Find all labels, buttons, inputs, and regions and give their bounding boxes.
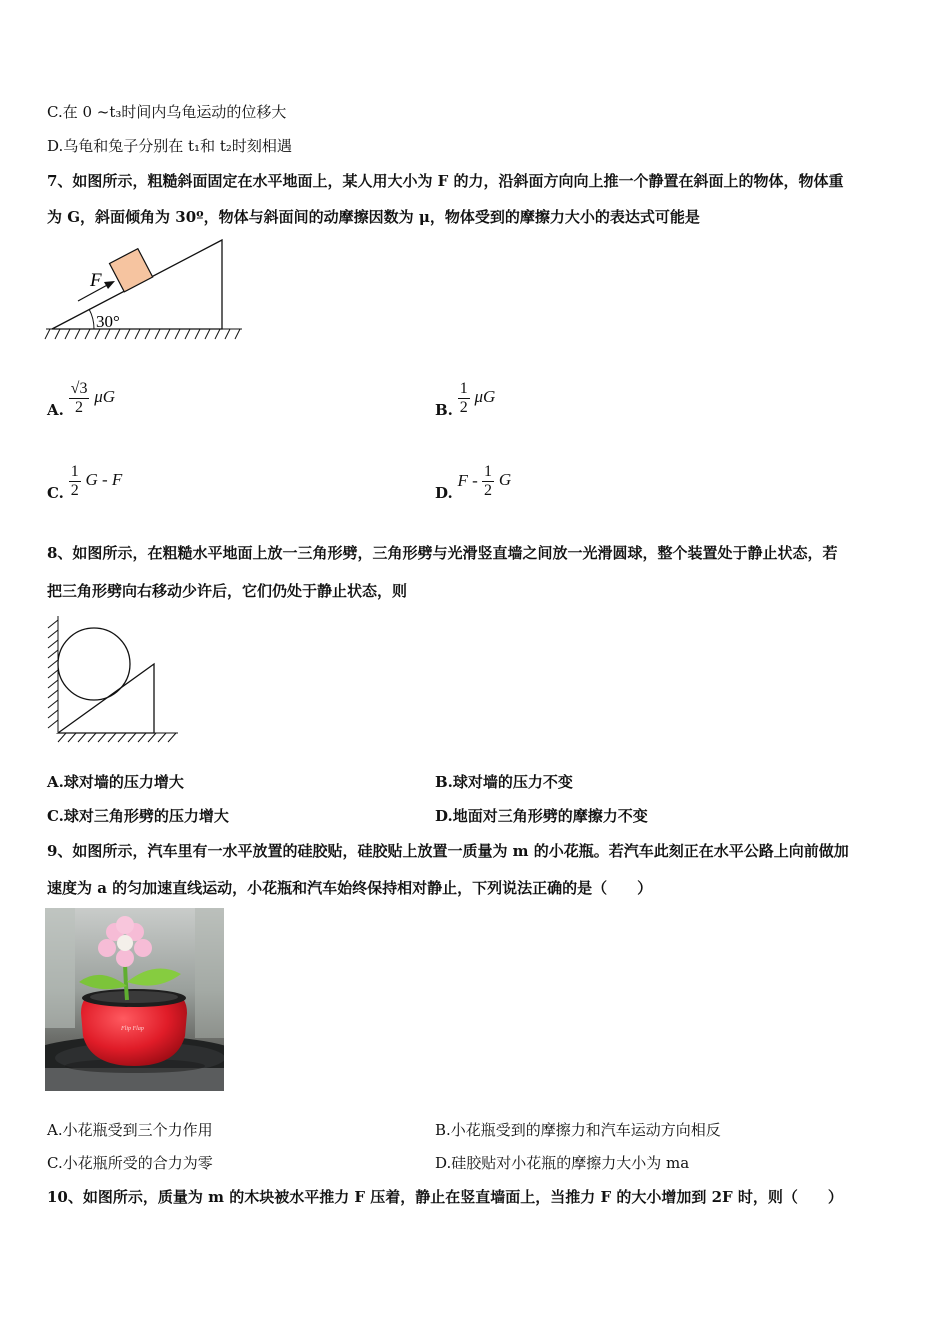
force-label: F — [90, 270, 102, 291]
q9-stem-line1: 9、如图所示，汽车里有一水平放置的硅胶贴，硅胶贴上放置一质量为 m 的小花瓶。若汽车此刻正在水平公路上向前做加 — [47, 842, 849, 860]
ball — [58, 628, 130, 700]
q7-option-b[interactable] — [435, 375, 495, 421]
force-arrowhead — [104, 281, 115, 289]
q9-flower-pot-photo — [45, 908, 224, 1091]
prev-option-d: D.乌龟和兔子分别在 t₁和 t₂时刻相遇 — [47, 137, 292, 155]
denominator: 2 — [70, 481, 79, 499]
q7-option-a-fraction — [69, 380, 90, 417]
numerator: 1 — [484, 462, 493, 480]
flower-pot — [81, 989, 187, 1066]
sqrt3-numerator: √3 — [70, 379, 88, 397]
q7-option-c[interactable] — [47, 458, 122, 504]
q9-option-b[interactable]: B.小花瓶受到的摩擦力和汽车运动方向相反 — [435, 1121, 721, 1139]
angle-arc — [89, 309, 94, 329]
q8-option-b[interactable]: B.球对墙的压力不变 — [435, 773, 573, 791]
q9-option-c[interactable]: C.小花瓶所受的合力为零 — [47, 1154, 213, 1172]
q7-option-a[interactable] — [47, 375, 115, 421]
q7-stem-line2: 为 G，斜面倾角为 30º，物体与斜面间的动摩擦因数为 μ，物体受到的摩擦力大小的表达式可能是 — [47, 208, 700, 226]
wall-hatching — [48, 616, 58, 732]
q9-option-a[interactable]: A.小花瓶受到三个力作用 — [47, 1121, 213, 1139]
q7-option-d-label: D. — [435, 484, 453, 502]
denominator: 2 — [75, 398, 84, 416]
q7-option-a-label: A. — [47, 401, 64, 419]
prev-option-c: C.在 0 ~t₃时间内乌龟运动的位移大 — [47, 103, 287, 121]
g-minus-f-term: G - F — [85, 470, 123, 489]
q8-stem-line2: 把三角形劈向右移动少许后，它们仍处于静止状态，则 — [47, 582, 408, 600]
block — [109, 249, 152, 292]
q8-stem-line1: 8、如图所示，在粗糙水平地面上放一三角形劈，三角形劈与光滑竖直墙之间放一光滑圆球，整个装置处于静止状态，若 — [47, 544, 838, 562]
mu-g-term: μG — [94, 387, 116, 406]
q7-option-c-fraction — [69, 463, 81, 500]
mu-g-term: μG — [474, 387, 496, 406]
angle-label: 30° — [96, 312, 120, 331]
q8-wedge-ball-figure — [44, 612, 184, 747]
q8-option-c[interactable]: C.球对三角形劈的压力增大 — [47, 807, 229, 825]
q7-option-b-label: B. — [435, 401, 453, 419]
numerator: 1 — [459, 379, 468, 397]
denominator: 2 — [459, 398, 468, 416]
q7-stem-line1: 7、如图所示，粗糙斜面固定在水平地面上，某人用大小为 F 的力，沿斜面方向向上推一个静置在斜面上的物体，物体重 — [47, 172, 844, 190]
q9-stem-line2: 速度为 a 的匀加速直线运动，小花瓶和汽车始终保持相对静止，下列说法正确的是（ ） — [47, 879, 653, 897]
f-minus-term: F - — [457, 471, 483, 490]
q7-option-b-fraction — [458, 380, 470, 417]
q7-option-c-label: C. — [47, 484, 64, 502]
floor-hatching — [58, 733, 178, 742]
q8-option-d[interactable]: D.地面对三角形劈的摩擦力不变 — [435, 807, 648, 825]
q8-option-a[interactable]: A.球对墙的压力增大 — [47, 773, 184, 791]
q7-option-d-fraction — [482, 463, 494, 500]
pot-brand-text: Flip Flap — [121, 1026, 144, 1032]
q7-incline-figure — [44, 236, 244, 344]
denominator: 2 — [484, 481, 493, 499]
ground-hatching — [45, 329, 242, 339]
q10-stem-line1: 10、如图所示，质量为 m 的木块被水平推力 F 压着，静止在竖直墙面上，当推力 F 的大小增加到 2F 时，则（ ） — [47, 1188, 843, 1206]
q7-option-d[interactable] — [435, 458, 511, 504]
g-term: G — [498, 470, 512, 489]
q9-option-d[interactable]: D.硅胶贴对小花瓶的摩擦力大小为 ma — [435, 1154, 690, 1172]
numerator: 1 — [70, 462, 79, 480]
